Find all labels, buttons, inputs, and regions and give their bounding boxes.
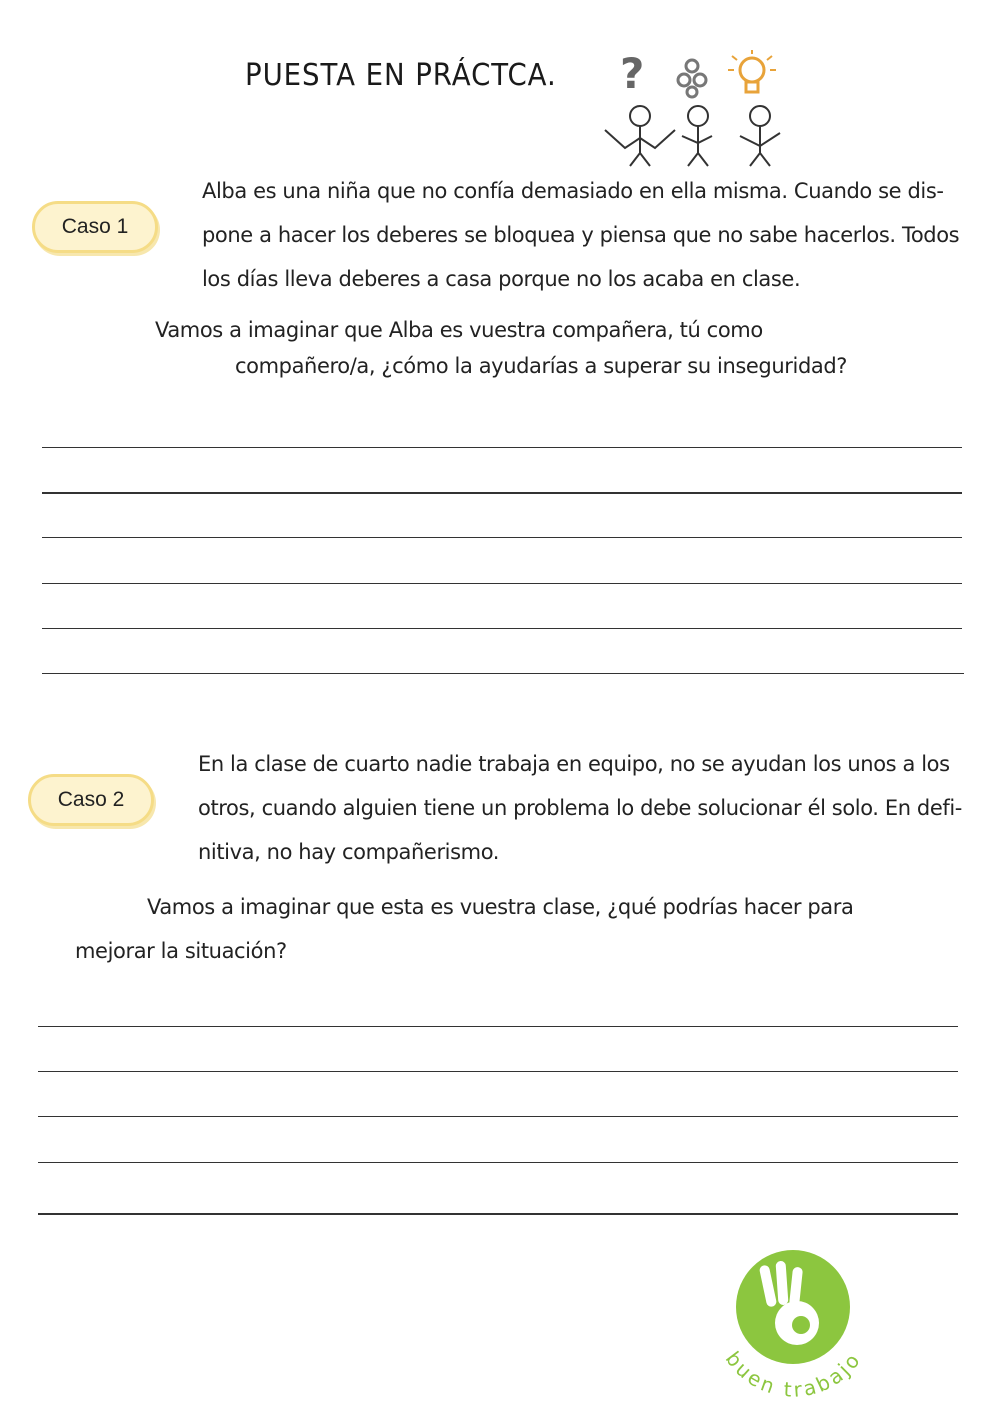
text-line: Vamos a imaginar que esta es vuestra clase, ¿qué podrías hacer para <box>147 895 854 919</box>
text-line: nitiva, no hay compañerismo. <box>198 840 500 864</box>
text-line: pone a hacer los deberes se bloquea y piensa que no sabe hacerlos. Todos <box>202 223 960 247</box>
answer-line[interactable] <box>38 1071 958 1072</box>
case-1-description <box>202 169 959 301</box>
answer-line[interactable] <box>38 1162 958 1163</box>
text-line: los días lleva deberes a casa porque no los acaba en clase. <box>202 267 801 291</box>
case-2-question <box>75 885 853 973</box>
thinking-figures-illustration <box>600 48 790 168</box>
text-line: compañero/a, ¿cómo la ayudarías a superar su inseguridad? <box>235 354 848 378</box>
case-1-badge-label: Caso 1 <box>61 215 129 238</box>
case-1-question <box>155 312 847 384</box>
case-1-badge <box>32 201 158 253</box>
answer-line[interactable] <box>38 1026 958 1027</box>
answer-line[interactable] <box>42 492 962 494</box>
text-line: mejorar la situación? <box>75 939 287 963</box>
text-line: Alba es una niña que no confía demasiado en ella misma. Cuando se dis- <box>202 179 944 203</box>
text-line: Vamos a imaginar que Alba es vuestra compañera, tú como <box>155 318 763 342</box>
text-line: otros, cuando alguien tiene un problema lo debe solucionar él solo. En defi- <box>198 796 962 820</box>
answer-line[interactable] <box>42 447 962 448</box>
text-line: En la clase de cuarto nadie trabaja en equipo, no se ayudan los unos a los <box>198 752 950 776</box>
case-2-badge-label: Caso 2 <box>57 788 125 811</box>
buen-trabajo-logo <box>705 1245 880 1405</box>
answer-line[interactable] <box>38 1116 958 1117</box>
gears-icon <box>678 60 706 97</box>
case-2-description <box>198 742 962 874</box>
question-mark-icon <box>620 49 644 98</box>
page-title: PUESTA EN PRÁCTCA. <box>245 58 557 93</box>
logo-text: buen trabajo <box>720 1346 867 1402</box>
case-2-badge <box>28 774 154 826</box>
answer-line[interactable] <box>42 628 962 629</box>
stick-figures-icon <box>605 106 780 166</box>
lightbulb-icon <box>728 50 776 92</box>
answer-line[interactable] <box>42 583 962 584</box>
answer-line[interactable] <box>42 673 964 674</box>
answer-line[interactable] <box>42 537 962 538</box>
answer-line[interactable] <box>38 1213 958 1215</box>
svg-text:?: ? <box>620 49 645 98</box>
